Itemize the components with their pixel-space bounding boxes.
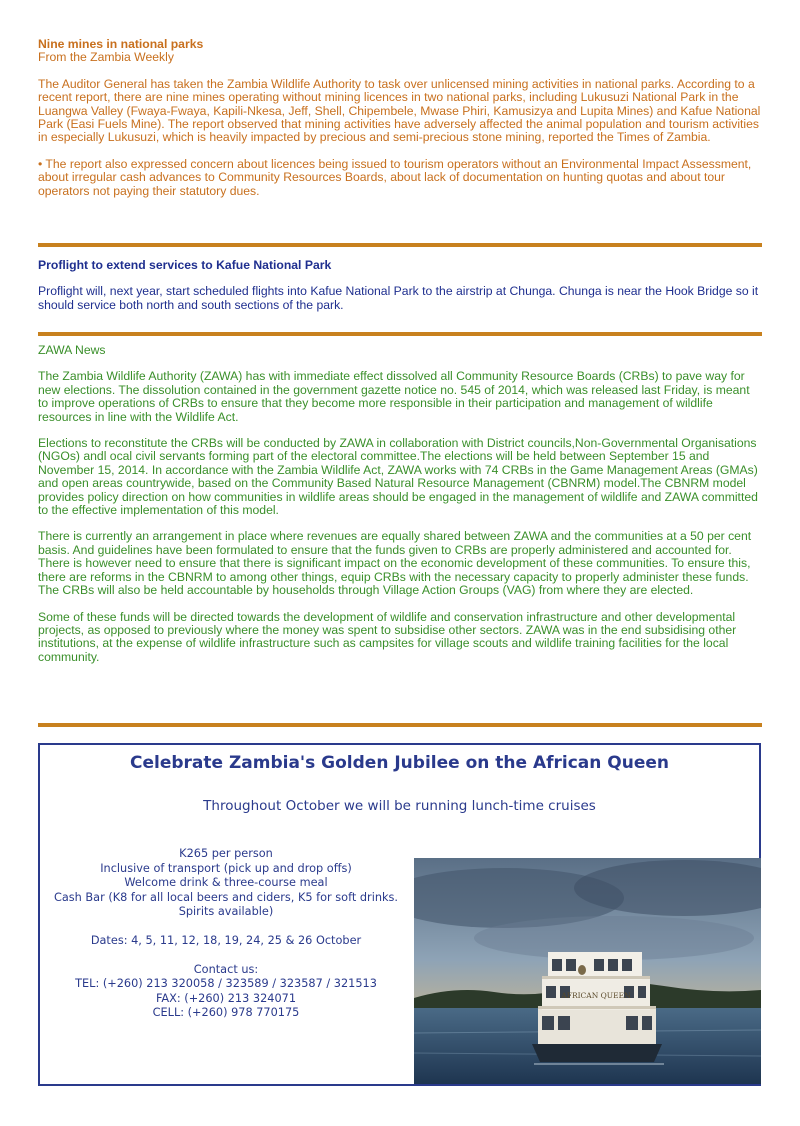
article-paragraph: Proflight will, next year, start scheduled flights into Kafue National Park to the airstrip at Chunga. Chunga is near the Hook Bridge so it should service both north and south sections of the park. xyxy=(38,284,759,312)
article-title: Proflight to extend services to Kafue National Park xyxy=(38,258,332,272)
african-queen-boat-photo xyxy=(414,858,761,1084)
meal-info: Welcome drink & three-course meal xyxy=(124,876,328,890)
article-title: ZAWA News xyxy=(38,343,106,357)
article-paragraph: Elections to reconstitute the CRBs will be conducted by ZAWA in collaboration with District councils,Non-Governmental Organisations (NGOs) andl ocal civil servants forming part of the electoral committee.The elections will be held between September 15 and November 15, 2014. In accordance with the Zambia Wildlife Act, ZAWA works with 74 CRBs in the Game Management Areas (GMAs) and open areas countrywide, based on the Community Based Natural Resource Management (CBNRM) model.The CBNRM model provides policy direction on how communities in wildlife areas should be engaged in the management of wildlife and ZAWA committed to the effective implementation of this model. xyxy=(38,436,758,518)
advert-title: Celebrate Zambia's Golden Jubilee on the African Queen xyxy=(129,753,670,773)
price: K265 per person xyxy=(179,847,273,860)
article-title: Nine mines in national parks xyxy=(38,37,204,51)
advert-subtitle: Throughout October we will be running lunch-time cruises xyxy=(203,798,596,814)
article-paragraph: The Zambia Wildlife Authority (ZAWA) has with immediate effect dissolved all Community Resource Boards (CRBs) to pave way for new elections. The dissolution contained in the government gazette notice no. 545 of 2014, which was released last Friday, is meant to improve operations of CRBs to ensure that they become more responsible in their participation and management of wildlife resources in line with the Wildlife Act. xyxy=(38,369,750,424)
article-paragraph: Some of these funds will be directed towards the development of wildlife and conservation infrastructure and other developmental projects, as opposed to previously where the money was spent to subsidise other sectors. ZAWA was in the end subsidising other institutions, at the expense of wildlife infrastructure such as campsites for village scouts and wildlife training facilities for the local community. xyxy=(38,609,737,664)
bar-info: Cash Bar (K8 for all local beers and ciders, K5 for soft drinks. Spirits available) xyxy=(53,890,399,919)
article-source: From the Zambia Weekly xyxy=(38,50,174,65)
cruise-advert xyxy=(38,743,761,1086)
dates: Dates: 4, 5, 11, 12, 18, 19, 24, 25 & 26 October xyxy=(90,933,362,947)
telephone: TEL: (+260) 213 320058 / 323589 / 323587 / 321513 xyxy=(75,977,377,991)
article-paragraph: The Auditor General has taken the Zambia Wildlife Authority to task over unlicensed mining activities in national parks. According to a recent report, there are nine mines operating without mining licences in two national parks, including Lukusuzi National Park in the Luangwa Valley (Fwaya-Fwaya, Kapili-Nkesa, Jeff, Shell, Chipembele, Mwase Phiri, Kamusizya and Lupita Mines) and Kafue National Park (Easi Fuels Mine). The report observed that mining activities have adversely affected the animal population and tourism activities in especially Lukusuzi, which is heavily impacted by precious and semi-precious stone mining, reported the Times of Zambia. xyxy=(38,76,761,145)
cell-phone: CELL: (+260) 978 770175 xyxy=(152,1006,300,1020)
article-paragraph: • The report also expressed concern about licences being issued to tourism operators without an Environmental Impact Assessment, about irregular cash advances to Community Resources Boards, about lack of documentation on hunting quotas and about tour operators not paying their statutory dues. xyxy=(38,156,752,198)
boat-sign: AFRICAN QUEEN xyxy=(561,991,631,1000)
article-zawa xyxy=(38,344,762,664)
advert-details xyxy=(46,847,406,1021)
article-mines xyxy=(38,38,762,198)
fax: FAX: (+260) 213 324071 xyxy=(155,991,297,1005)
contact-heading: Contact us: xyxy=(193,962,259,976)
divider xyxy=(38,243,762,247)
divider xyxy=(38,723,762,727)
divider xyxy=(38,332,762,336)
article-paragraph: There is currently an arrangement in place where revenues are equally shared between ZAWA and the communities at a 50 per cent basis. And guidelines have been formulated to ensure that the funds given to CRBs are properly administered and accounted for. There is however need to ensure that there is significant impact on the economic development of these communities. To ensure this, there are reforms in the CBNRM to among other things, equip CRBs with the necessary capacity to properly administer these funds. The CRBs will also be held accountable by households through Village Action Groups (VAG) from where they are elected. xyxy=(38,529,752,598)
article-proflight xyxy=(38,259,762,312)
transport-info: Inclusive of transport (pick up and drop offs) xyxy=(100,861,352,875)
